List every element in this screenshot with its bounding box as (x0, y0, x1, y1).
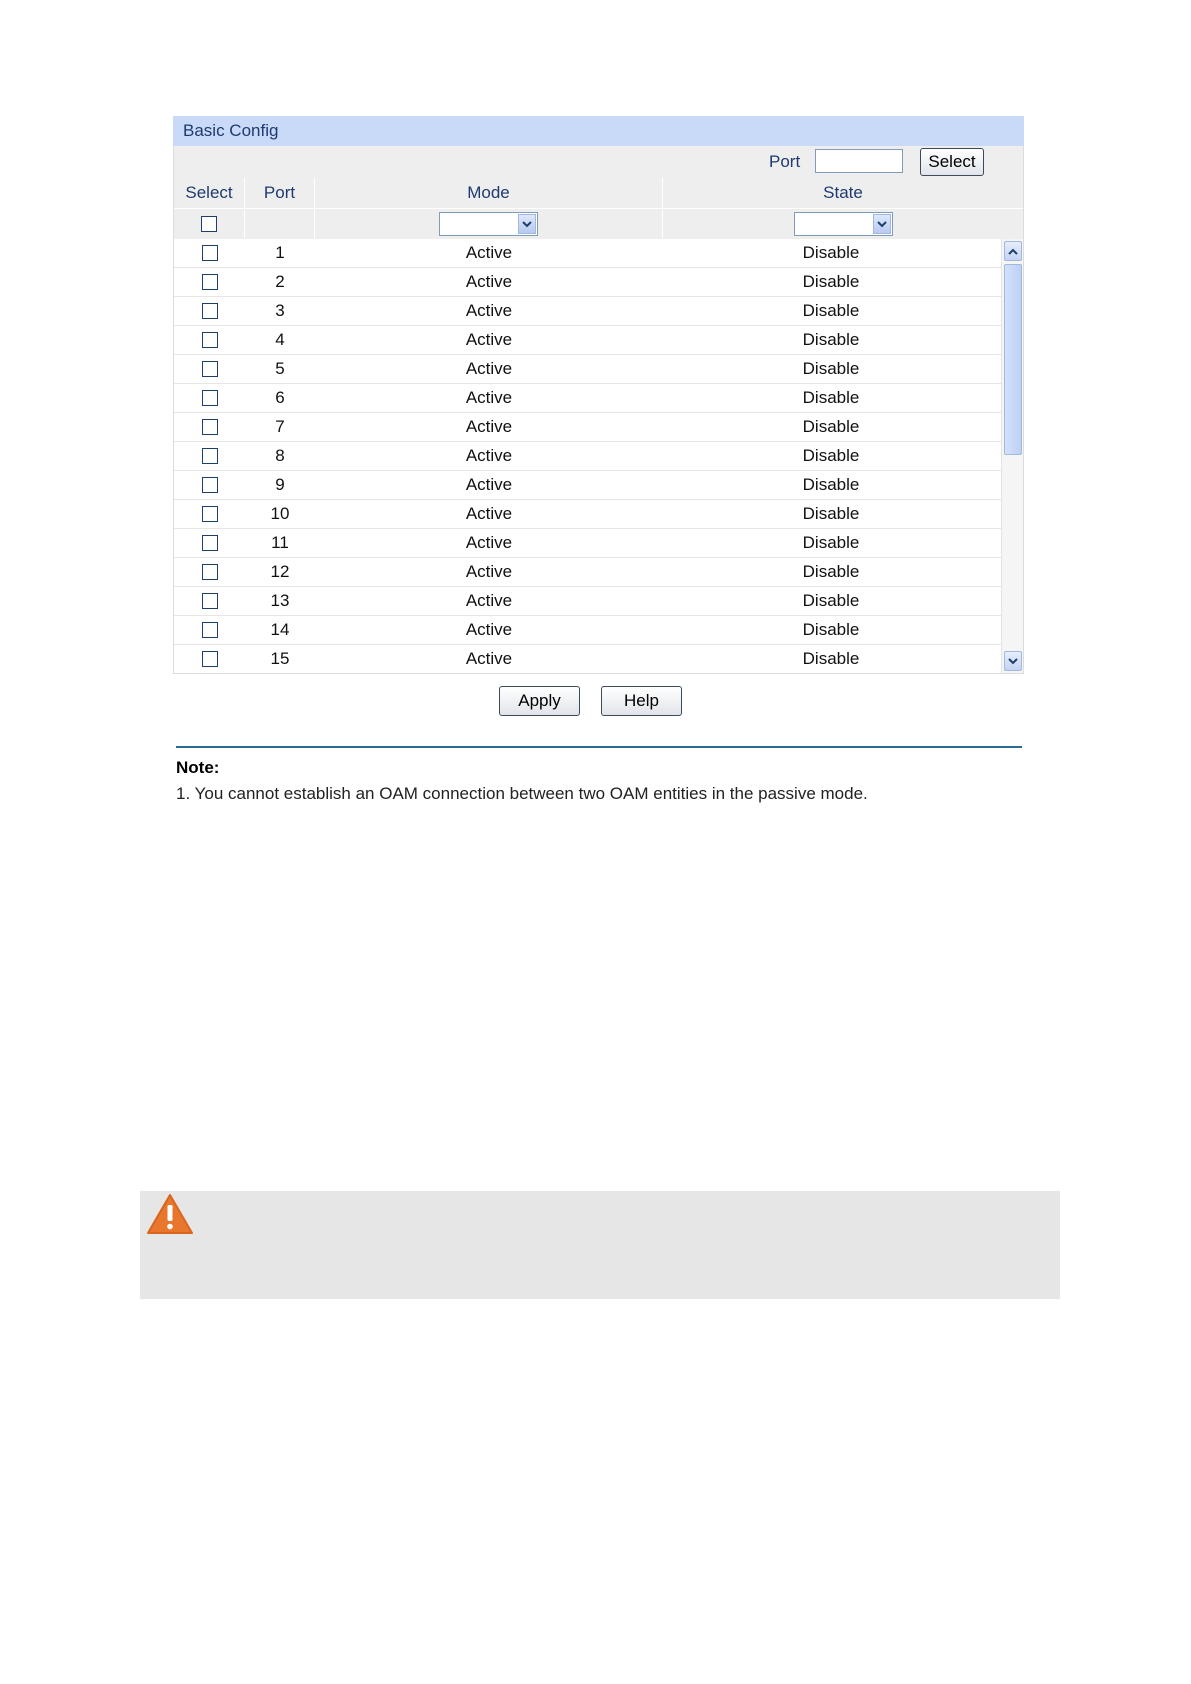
header-state: State (823, 183, 863, 202)
help-button[interactable]: Help (601, 686, 682, 716)
row-checkbox[interactable] (202, 274, 218, 290)
table-row (174, 413, 1001, 442)
row-checkbox[interactable] (202, 245, 218, 261)
row-state: Disable (802, 301, 860, 320)
table-header (174, 178, 1023, 208)
table-rows (174, 239, 1001, 673)
port-table (173, 178, 1024, 674)
header-select: Select (174, 178, 245, 208)
header-mode: Mode (315, 178, 663, 208)
row-state: Disable (802, 330, 860, 349)
row-checkbox[interactable] (202, 390, 218, 406)
table-row (174, 645, 1001, 673)
row-port: 11 (271, 533, 289, 552)
row-port: 2 (275, 272, 285, 291)
table-row (174, 558, 1001, 587)
row-state: Disable (802, 649, 860, 668)
chevron-down-icon (873, 214, 891, 234)
table-row (174, 239, 1001, 268)
table-row (174, 442, 1001, 471)
row-mode: Active (465, 533, 513, 552)
warning-box (140, 1191, 1060, 1299)
row-state: Disable (802, 272, 860, 291)
table-row (174, 587, 1001, 616)
table-row (174, 500, 1001, 529)
header-port: Port (245, 178, 315, 208)
row-port: 4 (275, 330, 285, 349)
scroll-down-button[interactable] (1004, 651, 1022, 671)
note-divider (176, 746, 1022, 748)
row-port: 9 (275, 475, 285, 494)
row-port: 8 (275, 446, 285, 465)
chevron-up-icon (1008, 248, 1018, 255)
vertical-scrollbar[interactable] (1001, 239, 1023, 673)
note-title: Note: (176, 758, 220, 777)
panel-title: Basic Config (173, 116, 1024, 146)
apply-button[interactable]: Apply (499, 686, 580, 716)
row-checkbox[interactable] (202, 535, 218, 551)
row-port: 6 (275, 388, 285, 407)
row-checkbox[interactable] (202, 477, 218, 493)
row-port: 14 (270, 620, 290, 639)
row-mode: Active (465, 388, 513, 407)
row-mode: Active (465, 504, 513, 523)
table-row (174, 616, 1001, 645)
table-row (174, 355, 1001, 384)
chevron-down-icon (1008, 658, 1018, 665)
row-mode: Active (465, 359, 513, 378)
row-mode: Active (465, 243, 513, 262)
row-port: 7 (275, 417, 285, 436)
scroll-up-button[interactable] (1004, 241, 1022, 261)
row-checkbox[interactable] (202, 448, 218, 464)
row-mode: Active (465, 562, 513, 581)
row-mode: Active (465, 591, 513, 610)
table-row (174, 384, 1001, 413)
table-row (174, 326, 1001, 355)
select-button[interactable]: Select (920, 148, 984, 176)
row-mode: Active (465, 649, 513, 668)
row-state: Disable (802, 504, 860, 523)
row-state: Disable (802, 562, 860, 581)
row-checkbox[interactable] (202, 593, 218, 609)
row-mode: Active (465, 417, 513, 436)
row-port: 3 (275, 301, 285, 320)
table-row (174, 268, 1001, 297)
table-row (174, 297, 1001, 326)
row-port: 15 (270, 649, 290, 668)
row-port: 1 (275, 243, 285, 262)
row-checkbox[interactable] (202, 622, 218, 638)
row-mode: Active (465, 330, 513, 349)
row-checkbox[interactable] (202, 419, 218, 435)
row-checkbox[interactable] (202, 651, 218, 667)
row-mode: Active (465, 446, 513, 465)
row-state: Disable (802, 620, 860, 639)
table-row (174, 529, 1001, 558)
port-label: Port (769, 152, 801, 171)
row-port: 10 (270, 504, 290, 523)
row-state: Disable (802, 417, 860, 436)
row-port: 5 (275, 359, 285, 378)
row-checkbox[interactable] (202, 506, 218, 522)
row-checkbox[interactable] (202, 564, 218, 580)
row-checkbox[interactable] (202, 332, 218, 348)
mode-filter-dropdown[interactable] (439, 212, 538, 236)
state-filter-dropdown[interactable] (794, 212, 893, 236)
table-body (174, 239, 1023, 673)
port-input[interactable] (815, 149, 903, 173)
row-mode: Active (465, 301, 513, 320)
row-mode: Active (465, 620, 513, 639)
warning-icon (146, 1193, 194, 1235)
row-checkbox[interactable] (202, 303, 218, 319)
row-state: Disable (802, 475, 860, 494)
basic-config-panel (173, 116, 1024, 674)
row-mode: Active (465, 272, 513, 291)
note-text: 1. You cannot establish an OAM connection between two OAM entities in the passive mode. (176, 784, 868, 803)
row-port: 13 (270, 591, 290, 610)
row-state: Disable (802, 359, 860, 378)
filter-row (174, 208, 1023, 239)
table-row (174, 471, 1001, 500)
port-select-bar (173, 146, 1024, 178)
row-mode: Active (465, 475, 513, 494)
chevron-down-icon (518, 214, 536, 234)
row-state: Disable (802, 446, 860, 465)
row-state: Disable (802, 243, 860, 262)
row-state: Disable (802, 591, 860, 610)
row-state: Disable (802, 388, 860, 407)
select-all-checkbox[interactable] (201, 216, 217, 232)
row-checkbox[interactable] (202, 361, 218, 377)
scrollbar-thumb[interactable] (1004, 264, 1022, 455)
row-state: Disable (802, 533, 860, 552)
row-port: 12 (270, 562, 290, 581)
